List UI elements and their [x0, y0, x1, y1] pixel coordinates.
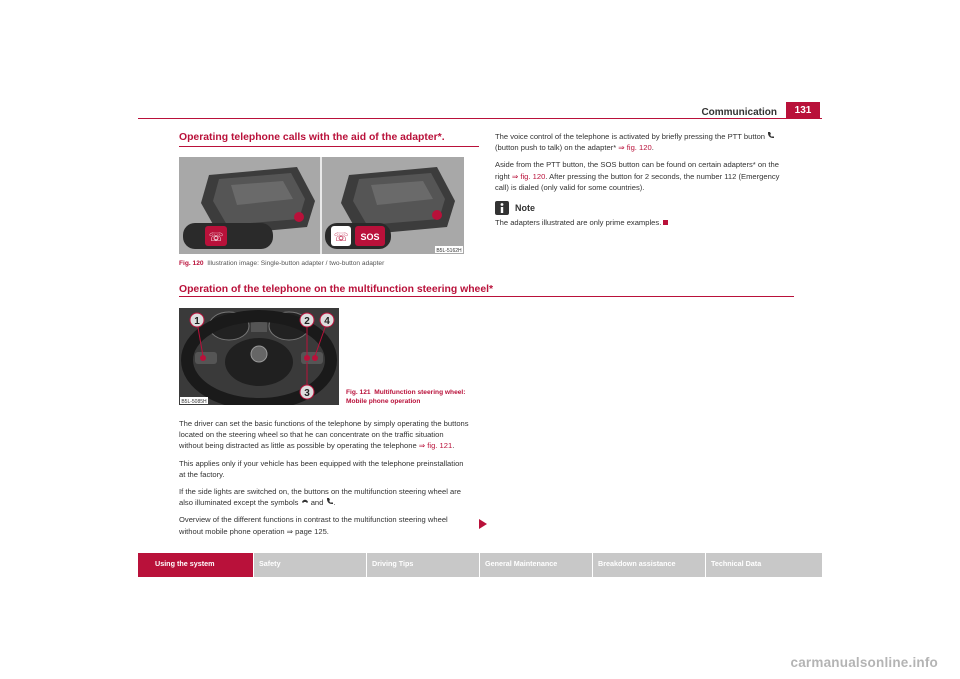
- steering-wheel-illustration: [179, 308, 339, 405]
- nav-tab-general-maintenance[interactable]: General Maintenance: [480, 553, 593, 577]
- phone-icon: [767, 131, 775, 139]
- figure-121-caption: Fig. 121 Multifunction steering wheel: Mobile phone operation: [346, 389, 466, 405]
- nav-tab-using-the-system[interactable]: Using the system: [138, 553, 254, 577]
- ptt-paragraph: The voice control of the telephone is activated by briefly pressing the PTT button (button push to talk) on the adapter* ⇒ fig. 120.: [495, 131, 795, 153]
- svg-text:4: 4: [324, 316, 330, 327]
- svg-text:1: 1: [194, 316, 200, 327]
- phone-icon: [326, 497, 334, 505]
- info-icon: [495, 201, 509, 215]
- fig-120-link[interactable]: ⇒ fig. 120: [618, 143, 652, 153]
- nav-tab-driving-tips[interactable]: Driving Tips: [367, 553, 480, 577]
- figure-120-adapter-image: [179, 157, 464, 254]
- section-heading-adapter: Operating telephone calls with the aid of the adapter*.: [179, 132, 445, 143]
- callout-3: [300, 385, 314, 399]
- preinstallation-paragraph: This applies only if your vehicle has been equipped with the telephone preinstallation at the factory.: [179, 458, 464, 479]
- fig-120-link-2[interactable]: ⇒ fig. 120: [511, 171, 546, 181]
- nav-tab-breakdown-assistance[interactable]: Breakdown assistance: [593, 553, 706, 577]
- header-rule: [138, 118, 822, 119]
- overview-paragraph: Overview of the different functions in contrast to the multifunction steering wheel without mobile phone operation ⇒ page 125.: [179, 515, 448, 536]
- page-number: 131: [786, 102, 820, 118]
- steering-wheel-body-text: [179, 418, 484, 543]
- running-header-title: Communication: [701, 107, 777, 118]
- section-heading-steering-wheel: Operation of the telephone on the multifunction steering wheel*: [179, 284, 494, 295]
- note-box: [495, 201, 795, 215]
- svg-text:☏: ☏: [208, 230, 224, 244]
- section-heading-rule: [179, 146, 479, 147]
- continue-arrow-icon: [479, 519, 487, 529]
- svg-text:SOS: SOS: [360, 232, 380, 242]
- nav-tab-technical-data[interactable]: Technical Data: [706, 553, 822, 577]
- note-text: The adapters illustrated are only prime examples.: [495, 217, 795, 228]
- illumination-paragraph: If the side lights are switched on, the buttons on the multifunction steering wheel are also illuminated except the symbols and .: [179, 487, 461, 508]
- svg-text:☏: ☏: [333, 230, 349, 244]
- callout-1: [190, 313, 204, 327]
- sos-paragraph: Aside from the PTT button, the SOS button can be found on certain adapters* on the right ⇒ fig. 120. After pressing the button for 2 seconds, the number 112 (Emergency call) is dialed (only valid for some countries).: [495, 160, 780, 192]
- section2-heading-rule: [179, 296, 794, 297]
- callout-4: [320, 313, 334, 327]
- fig-121-link[interactable]: ⇒ fig. 121: [418, 441, 453, 451]
- figure-120-caption: Fig. 120 Illustration image: Single-button adapter / two-button adapter: [179, 260, 385, 267]
- handset-icon: [301, 497, 309, 505]
- end-marker-icon: [663, 220, 668, 225]
- image-code: B5L-5162H: [436, 248, 462, 254]
- right-column-text: [495, 131, 795, 234]
- callout-2: [300, 313, 314, 327]
- adapter-illustration: [179, 157, 464, 254]
- watermark: carmanualsonline.info: [790, 655, 938, 670]
- image-code: B5L-5085H: [181, 399, 207, 405]
- nav-tab-safety[interactable]: Safety: [254, 553, 367, 577]
- note-title: Note: [515, 203, 535, 214]
- figure-121-steering-wheel-image: [179, 308, 339, 405]
- svg-text:2: 2: [304, 316, 310, 327]
- intro-paragraph: The driver can set the basic functions of the telephone by simply operating the buttons located on the steering wheel so that he can concentrate on the traffic situation without being distracted as little as possible by operating the telephone ⇒ fig. 121.: [179, 419, 469, 451]
- svg-text:3: 3: [304, 388, 310, 399]
